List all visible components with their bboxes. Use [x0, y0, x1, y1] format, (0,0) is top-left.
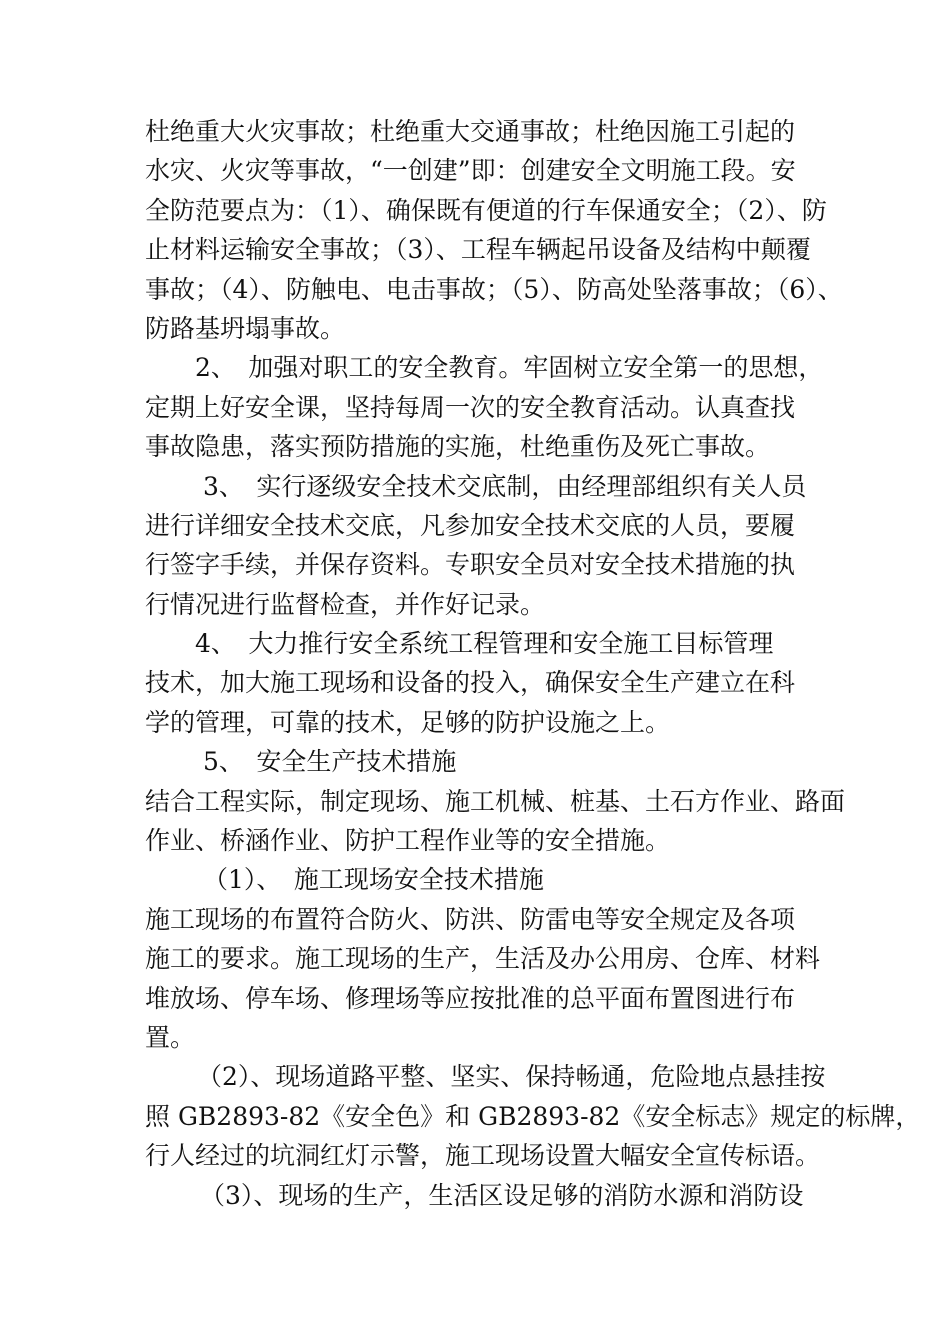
text-line: 结合工程实际，制定现场、施工机械、桩基、土石方作业、路面 [145, 786, 846, 816]
text-line: 杜绝重大火灾事故；杜绝重大交通事故；杜绝因施工引起的 [145, 117, 796, 146]
text-line: 4、 大力推行安全系统工程管理和安全施工目标管理 [195, 629, 774, 659]
text-line: 作业、桥涵作业、防护工程作业等的安全措施。 [145, 826, 671, 856]
paragraph-sub-2 [145, 1057, 921, 1175]
text-line: 行人经过的坑洞红灯示警，施工现场设置大幅安全宣传标语。 [145, 1141, 821, 1171]
paragraph-sub-3 [145, 1176, 815, 1215]
text-line: 堆放场、停车场、修理场等应按批准的总平面布置图进行布 [145, 983, 796, 1013]
paragraph-item-4 [145, 624, 815, 742]
text-line: 全防范要点为：（1）、确保既有便道的行车保通安全；（2）、防 [145, 195, 827, 225]
paragraph-sub-1-body [145, 900, 821, 1058]
subsection-heading: （1）、 施工现场安全技术措施 [203, 865, 544, 895]
text-line: 技术，加大施工现场和设备的投入，确保安全生产建立在科 [145, 668, 796, 698]
text-line: 学的管理，可靠的技术，足够的防护设施之上。 [145, 707, 671, 737]
text-line: 防路基坍塌事故。 [145, 313, 346, 343]
text-line: 3、 实行逐级安全技术交底制，由经理部组织有关人员 [203, 471, 807, 501]
text-line: （2）、现场道路平整、坚实、保持畅通，危险地点悬挂按 [197, 1062, 826, 1092]
paragraph-item-5-heading [145, 742, 815, 781]
text-line: 事故隐患，落实预防措施的实施，杜绝重伤及死亡事故。 [145, 432, 771, 462]
paragraph-item-2 [145, 348, 824, 466]
text-line: 2、 加强对职工的安全教育。牢固树立安全第一的思想， [195, 353, 824, 383]
text-line: 定期上好安全课，坚持每周一次的安全教育活动。认真查找 [145, 392, 796, 422]
paragraph-sub-1-heading [145, 860, 815, 899]
paragraph-accident-prevention [145, 112, 843, 348]
text-line: 照 GB2893-82《安全色》和 GB2893-82《安全标志》规定的标牌， [145, 1101, 921, 1131]
text-line: 事故；（4）、防触电、电击事故；（5）、防高处坠落事故；（6）、 [145, 274, 843, 304]
text-line: 止材料运输安全事故；（3）、工程车辆起吊设备及结构中颠覆 [145, 235, 811, 265]
section-heading: 5、 安全生产技术措施 [203, 747, 457, 777]
text-line: （3）、现场的生产，生活区设足够的消防水源和消防设 [200, 1180, 804, 1210]
paragraph-item-3 [145, 467, 815, 625]
text-line: 进行详细安全技术交底，凡参加安全技术交底的人员，要履 [145, 510, 796, 540]
text-line: 施工现场的布置符合防火、防洪、防雷电等安全规定及各项 [145, 904, 796, 934]
text-line: 水灾、火灾等事故，“一创建”即：创建安全文明施工段。安 [145, 156, 796, 186]
document-body [145, 112, 921, 1215]
text-line: 置。 [145, 1022, 196, 1052]
text-line: 施工的要求。施工现场的生产，生活及办公用房、仓库、材料 [145, 944, 821, 974]
text-line: 行情况进行监督检查，并作好记录。 [145, 589, 546, 619]
paragraph-item-5-body [145, 782, 846, 861]
text-line: 行签字手续，并保存资料。专职安全员对安全技术措施的执 [145, 550, 796, 580]
